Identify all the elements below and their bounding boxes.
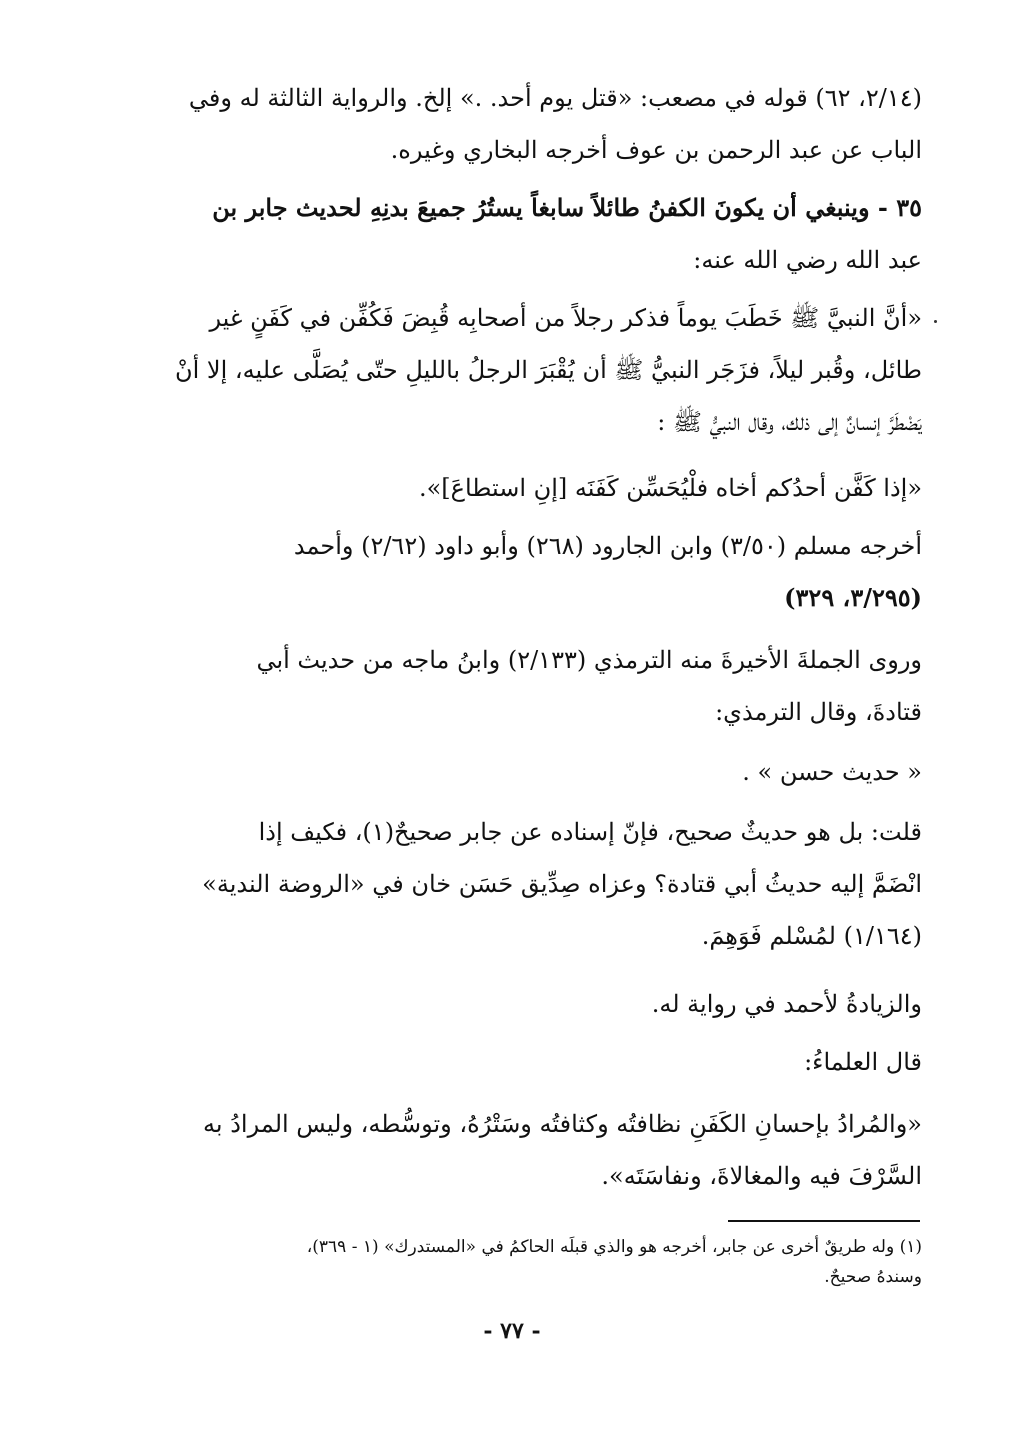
paragraph-qultu xyxy=(128,806,922,962)
text-line: (١/١٦٤) لمُسْلم فَوَهِمَ. xyxy=(701,922,922,950)
text-line: «أنَّ النبيَّ ﷺ خَطَبَ يوماً فذكر رجلاً من أصحابِه قُبِضَ فَكُفِّن في كَفَنٍ غير xyxy=(209,304,922,332)
text-line: عبد الله رضي الله عنه: xyxy=(693,246,922,274)
text-line: انْضَمَّ إليه حديثُ أبي قتادة؟ وعزاه صِدِّيق حَسَن خان في «الروضة الندية» xyxy=(202,870,922,898)
section-heading-line: ٣٥ - وينبغي أن يكونَ الكفنُ طائلاً سابغاً يستُرُ جميعَ بدنِهِ لحديث جابر بن xyxy=(212,193,922,222)
footnote xyxy=(128,1232,922,1292)
margin-mark xyxy=(934,320,937,323)
text-line: والزيادةُ لأحمد في رواية له. xyxy=(651,990,922,1018)
paragraph-hadith-quote xyxy=(128,462,922,514)
paragraph-hasan xyxy=(128,746,922,798)
footnote-divider xyxy=(728,1220,920,1222)
text-line: قال العلماءُ: xyxy=(804,1048,922,1076)
page-number: - ٧٧ - xyxy=(483,1318,541,1344)
paragraph-hadith-jabir xyxy=(128,292,922,448)
footnote-line: وسندهُ صحيحٌ. xyxy=(824,1267,922,1287)
text-line: قتادةَ، وقال الترمذي: xyxy=(715,698,922,726)
paragraph-takhrij xyxy=(128,520,922,624)
paragraph-murad xyxy=(128,1098,922,1202)
text-line: طائل، وقُبر ليلاً، فزَجَر النبيُّ ﷺ أن يُقْبَرَ الرجلُ بالليلِ حتّى يُصَلَّى عليه، إلا أنْ xyxy=(174,356,922,384)
text-line: (٢/١٤، ٦٢) قوله في مصعب: «قتل يوم أحد. .» إلخ. والرواية الثالثة له وفي xyxy=(188,84,922,112)
paragraph-tirmidhi xyxy=(128,634,922,738)
text-line: السَّرْفَ فيه والمغالاةَ، ونفاسَتَه». xyxy=(601,1162,922,1190)
footnote-line: (١) وله طريقٌ أخرى عن جابر، أخرجه هو والذي قبلَه الحاكمُ في «المستدرك» (١ - ٣٦٩)، xyxy=(306,1237,922,1257)
paragraph-ulama xyxy=(128,1036,922,1088)
text-line: قلت: بل هو حديثٌ صحيح، فإنّ إسناده عن جابر صحيحٌ(١)، فكيف إذا xyxy=(258,818,922,846)
text-line: الباب عن عبد الرحمن بن عوف أخرجه البخاري وغيره. xyxy=(390,136,922,164)
paragraph-hadith-mussab xyxy=(128,72,922,176)
text-line: أخرجه مسلم (٣/٥٠) وابن الجارود (٢٦٨) وأبو داود (٢/٦٢) وأحمد xyxy=(293,532,922,560)
text-line: وروى الجملةَ الأخيرةَ منه الترمذي (٢/١٣٣) وابنُ ماجه من حديث أبي xyxy=(256,646,922,674)
text-line: «إذا كَفَّن أحدُكم أخاه فلْيُحَسِّن كَفَنَه [إنِ استطاعَ]». xyxy=(418,474,922,502)
text-line: (٣/٢٩٥، ٣٢٩) xyxy=(784,583,922,612)
text-line: يَضْطَرَّ إنسانٌ إلى ذلك، وقال النبيُّ ﷺ : xyxy=(657,408,922,436)
paragraph-ziyada xyxy=(128,978,922,1030)
text-line: «والمُرادُ بإحسانِ الكَفَنِ نظافتُه وكثافتُه وسَتْرُهُ، وتوسُّطه، وليس المرادُ به xyxy=(203,1110,922,1138)
paragraph-section-35 xyxy=(128,182,922,286)
text-line: « حديث حسن » . xyxy=(742,758,922,786)
